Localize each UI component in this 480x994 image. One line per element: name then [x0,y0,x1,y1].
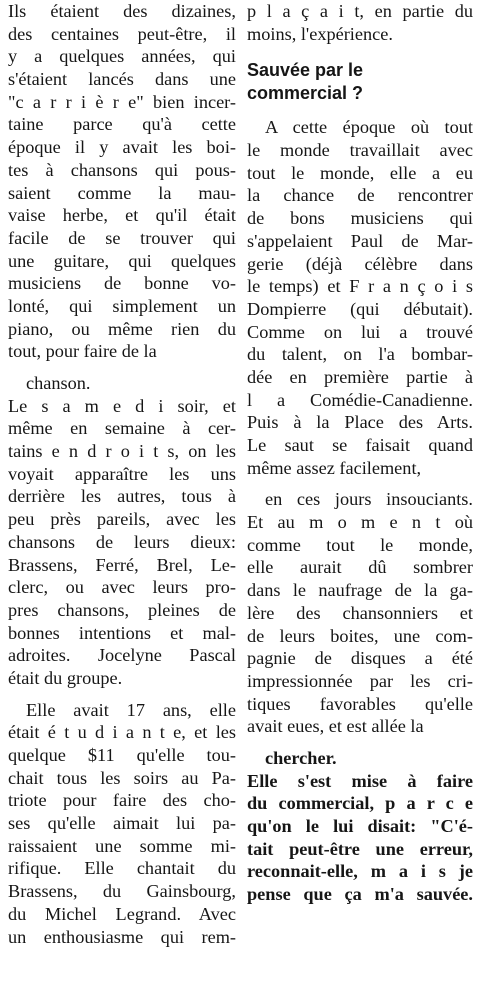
section-heading [247,59,473,105]
paragraph-left-2 [8,372,236,690]
text-line: impressionnée par les cri- [247,670,473,691]
text-line: Ils étaient des dizaines, [8,1,236,21]
text-line: de leurs boites, une com- [247,625,473,646]
text-line: Brassens, du Gainsbourg, [8,881,236,902]
left-column [8,0,236,994]
text-line: moins, l'expérience. [247,23,393,44]
text-line: des centaines peut-être, il [8,23,236,44]
text-line: Le s a m e d i soir, et [8,395,236,416]
text-line: Elle avait 17 ans, elle [26,699,236,720]
paragraph-gap [8,690,236,699]
text-line: raissaient une somme mi- [8,835,236,856]
text-line: facile de se trouver qui [8,227,236,248]
heading-line: Sauvée par le [247,60,364,81]
paragraph-gap [247,738,473,747]
text-line: Elle s'est mise à faire [247,770,473,791]
text-line: Dompierre (qui débutait). [247,298,473,319]
paragraph-right-1 [247,0,473,45]
text-line: était é t u d i a n t e, et les [8,722,236,743]
text-line: vaise herbe, et qu'il était [8,205,236,226]
text-line: était du groupe. [8,667,123,688]
text-line: un enthousiasme qui rem- [8,926,236,947]
text-line: dée en première partie à [247,366,473,387]
text-line: tiques favorables qu'elle [247,693,473,714]
text-line: s'appelaient Paul de Mar- [247,230,473,251]
text-line: Puis à la Place des Arts. [247,412,473,433]
text-line: clerc, ou avec leurs pro- [8,577,236,598]
text-line: Brassens, Ferré, Brel, Le- [8,554,236,575]
text-line: chait tous les soirs au Pa- [8,767,236,788]
text-line: chercher. [265,747,337,768]
text-line: "c a r r i è r e" bien incer- [8,91,236,112]
text-line: Et au m o m e n t où [247,512,473,533]
text-line: en ces jours insouciants. [265,489,473,510]
text-line: époque il y avait les boi- [8,137,236,158]
text-line: même assez facilement, [247,457,422,478]
paragraph-right-4 [247,747,473,906]
text-line: taine parce qu'à cette [8,114,236,135]
paragraph-left-3 [8,699,236,994]
text-line: rifique. Elle chantait du [8,858,236,879]
text-line: avait eues, et est allée la [247,716,424,737]
text-line: chansons de leurs dieux: [8,531,236,552]
text-line: musiciens de bonne vo- [8,273,236,294]
paragraph-gap [8,363,236,372]
text-line: voyait apparaître les uns [8,463,236,484]
text-line: qu'on le lui disait: "C'é- [247,816,473,836]
paragraph-right-2 [247,116,473,479]
text-line: pense que ça m'a sauvée. [247,884,473,905]
text-line: du commercial, p a r c e [247,793,473,814]
text-line: la chance de rencontrer [247,185,473,206]
text-line: triote pour faire des cho- [8,790,236,811]
heading-gap [247,45,473,59]
text-line: tains e n d r o i t s, on les [8,441,236,462]
text-line: lonté, qui simplement un [8,295,236,316]
text-line: du talent, on l'a bombar- [247,344,473,365]
text-line: tout, pour faire de la [8,341,157,362]
text-line: quelque $11 qu'elle tou- [8,745,236,765]
text-line: Comme on lui a trouvé [247,321,473,342]
text-line: A cette époque où tout [265,117,473,138]
text-line: comme tout le monde, [247,534,473,555]
text-line: reconnait-elle, m a i s je [247,861,473,882]
text-line: derrière les autres, tous à [8,486,236,507]
text-line: tout le monde, elle a eu [247,162,473,183]
text-line: une guitare, qui quelques [8,250,236,271]
text-line: bonnes intentions et mal- [8,622,236,643]
text-line: gerie (déjà célèbre dans [247,253,473,274]
text-line: y a quelques années, qui [8,46,236,67]
text-line: piano, ou même rien du [8,318,236,339]
text-line: dans le naufrage de la ga- [247,580,473,601]
text-line: ses qu'elle aimait lui pa- [8,813,236,834]
text-line: peu près pareils, avec les [8,509,236,530]
text-line: adroites. Jocelyne Pascal [8,645,236,666]
right-column [247,0,473,906]
paragraph-gap [247,479,473,488]
text-line: de bons musiciens qui [247,208,473,229]
text-line: le monde travaillait avec [247,140,473,161]
text-line: le temps) et F r a n ç o i s [247,276,473,297]
text-line: lère des chansonniers et [247,602,473,623]
text-line: l a Comédie-Canadienne. [247,389,473,410]
text-line [8,948,236,971]
text-line: chanson. [26,373,91,393]
heading-line: commercial ? [247,83,364,104]
text-line: Le saut se faisait quand [247,435,473,455]
text-line: tait peut-être une erreur, [247,838,473,859]
paragraph-left-1 [8,0,236,363]
heading-gap [247,105,473,116]
text-line [8,971,236,994]
text-line: s'étaient lancés dans une [8,69,236,90]
text-line: elle aurait dû sombrer [247,557,473,578]
text-line: saient comme la mau- [8,182,236,203]
text-line: p l a ç a i t, en partie du [247,1,473,21]
text-line: du Michel Legrand. Avec [8,903,236,924]
text-line: même en semaine à cer- [8,418,236,439]
text-line: tes à chansons qui pous- [8,159,236,180]
text-line: pagnie de disques a été [247,648,473,669]
text-line: pres chansons, pleines de [8,599,236,620]
paragraph-right-3 [247,488,473,738]
